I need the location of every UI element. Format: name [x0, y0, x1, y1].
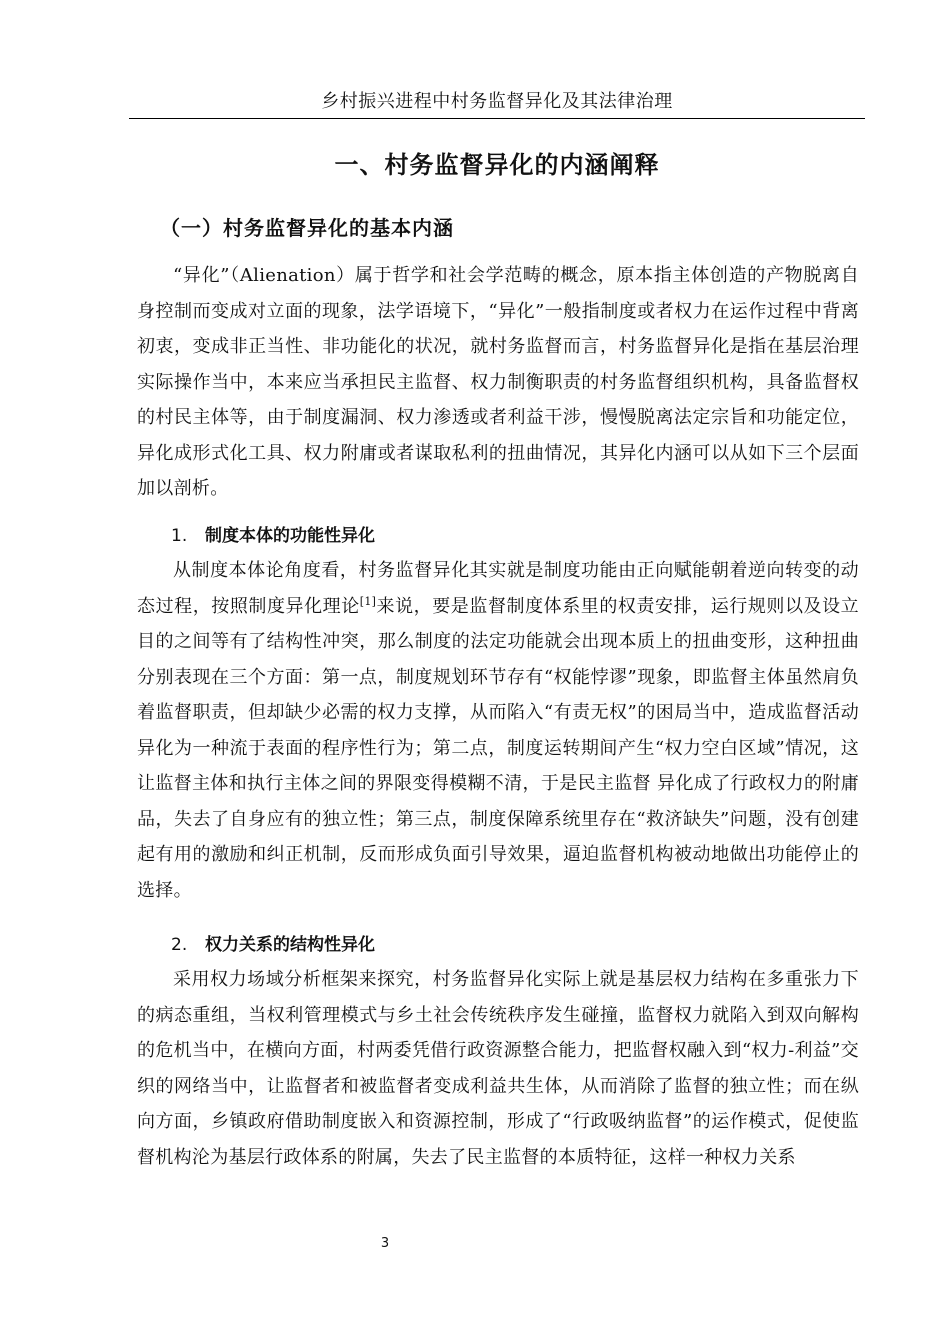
intro-paragraph: “异化”（Alienation）属于哲学和社会学范畴的概念，原本指主体创造的产物脱离自身控制而变成对立面的现象，法学语境下，“异化”一般指制度或者权力在运作过程中背离初衷，变成非正当性、非功能化的状况，就村务监督而言，村务监督异化是指在基层治理实际操作当中，本来应当承担民主监督、权力制衡职责的村务监督组织机构，具备监督权的村民主体等，由于制度漏洞、权力渗透或者利益干涉，慢慢脱离法定宗旨和功能定位，异化成形式化工具、权力附庸或者谋取私利的扭曲情况，其异化内涵可以从如下三个层面加以剖析。	[137, 265, 859, 499]
subsection-2-paragraph: 采用权力场域分析框架来探究，村务监督异化实际上就是基层权力结构在多重张力下的病态重组，当权利管理模式与乡土社会传统秩序发生碰撞，监督权力就陷入到双向解构的危机当中，在横向方面，村两委凭借行政资源整合能力，把监督权融入到“权力-利益”交织的网络当中，让监督者和被监督者变成利益共生体，从而消除了监督的独立性；而在纵向方面，乡镇政府借助制度嵌入和资源控制，形成了“行政吸纳监督”的运作模式，促使监督机构沦为基层行政体系的附属，失去了民主监督的本质特征，这样一种权力关系	[137, 969, 859, 1168]
subsection-1-text-part1: 从制度本体论角度看，村务监督异化其实就是制度功能由正向赋能朝着逆向转变的动态过程，按照制度异化理论	[137, 560, 859, 617]
subsection-1-title: 制度本体的功能性异化	[205, 526, 375, 546]
subsection-1-heading	[171, 523, 375, 549]
section-title: （一）村务监督异化的基本内涵	[160, 216, 454, 240]
subsection-1-number: 1.	[171, 526, 188, 546]
running-header-title: 乡村振兴进程中村务监督异化及其法律治理	[321, 91, 673, 112]
running-header	[129, 88, 865, 119]
subsection-1-text-part2: 来说，要是监督制度体系里的权责安排，运行规则以及设立目的之间等有了结构性冲突，那么制度的法定功能就会出现本质上的扭曲变形，这种扭曲分别表现在三个方面：第一点，制度规划环节存有“权能悖谬”现象，即监督主体虽然肩负着监督职责，但却缺少必需的权力支撑，从而陷入“有责无权”的困局当中，造成监督活动异化为一种流于表面的程序性行为；第二点，制度运转期间产生“权力空白区域”情况，这让监督主体和执行主体之间的界限变得模糊不清，于是民主监督 异化成了行政权力的附庸品，失去了自身应有的独立性；第三点，制度保障系统里存在“救济缺失”问题，没有创建起有用的激励和纠正机制，反而形成负面引导效果，逼迫监督机构被动地做出功能停止的选择。	[137, 595, 859, 901]
subsection-2-heading	[171, 932, 375, 958]
subsection-1-paragraph	[137, 553, 859, 908]
chapter-title: 一、村务监督异化的内涵阐释	[334, 151, 660, 179]
subsection-2-number: 2.	[171, 935, 188, 955]
citation-marker[interactable]: [1]	[359, 594, 377, 608]
subsection-2-title: 权力关系的结构性异化	[205, 935, 375, 955]
page-number: 3	[380, 1236, 390, 1251]
